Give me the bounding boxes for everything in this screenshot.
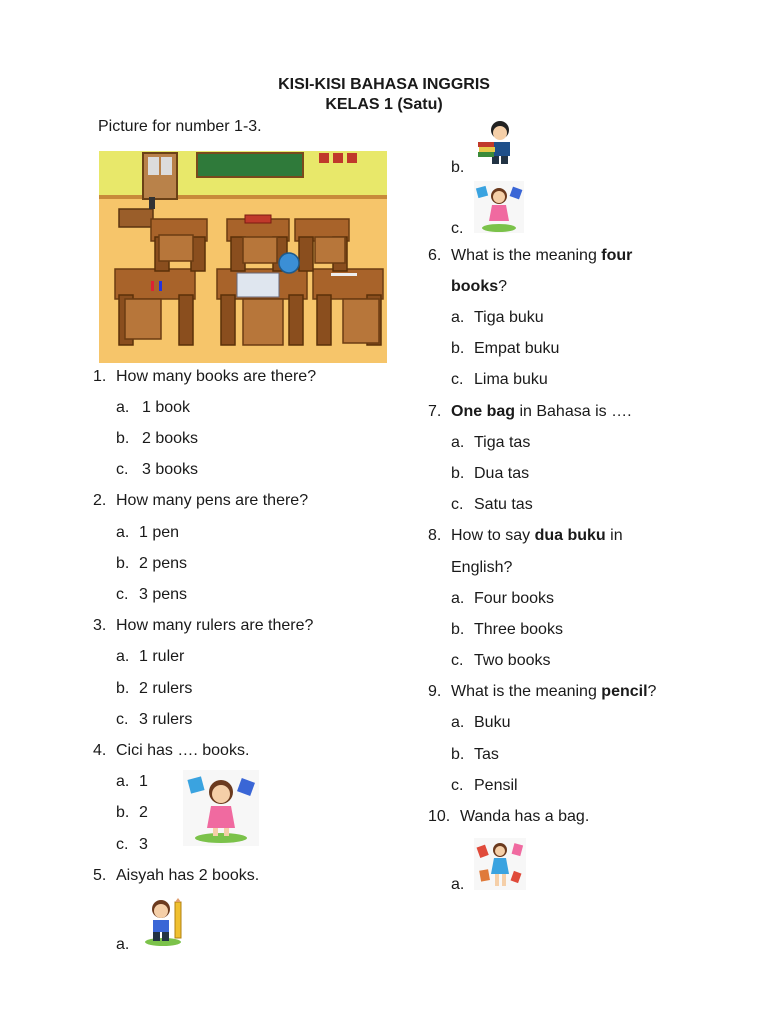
q1-b-letter: b.: [116, 430, 130, 447]
q4-text: Cici has …. books.: [116, 742, 250, 759]
q3-c-letter: c.: [116, 711, 129, 728]
q7-option-c: Satu tas: [474, 496, 533, 513]
q6-bold-four: four: [601, 247, 633, 264]
q8-text-line2: English?: [451, 559, 513, 576]
q4-option-b: 2: [139, 804, 148, 821]
q5-text: Aisyah has 2 books.: [116, 867, 260, 884]
q2-a-letter: a.: [116, 524, 130, 541]
q10-number: 10.: [428, 808, 451, 825]
boy-with-pencil-illustration: [141, 898, 191, 946]
q10-text: Wanda has a bag.: [460, 808, 590, 825]
q7-option-a: Tiga tas: [474, 434, 531, 451]
q6-option-b: Empat buku: [474, 340, 560, 357]
q5-b-letter: b.: [451, 159, 465, 176]
q3-a-letter: a.: [116, 648, 130, 665]
q8-bold: dua buku: [534, 527, 606, 544]
q6-text-line2: [451, 277, 507, 297]
q9-b-letter: b.: [451, 746, 465, 763]
q10-a-letter: a.: [451, 876, 465, 893]
q6-text: [451, 246, 632, 266]
q8-text: [451, 526, 623, 546]
q1-c-letter: c.: [116, 461, 129, 478]
q1-number: 1.: [93, 368, 107, 385]
q8-option-b: Three books: [474, 621, 563, 638]
q2-c-letter: c.: [116, 586, 129, 603]
q6-number: 6.: [428, 247, 442, 264]
q3-option-c: 3 rulers: [139, 711, 193, 728]
q7-a-letter: a.: [451, 434, 465, 451]
q2-option-b: 2 pens: [139, 555, 188, 572]
document-subtitle: KELAS 1 (Satu): [325, 96, 443, 113]
q9-c-letter: c.: [451, 777, 464, 794]
q9-a-letter: a.: [451, 714, 465, 731]
q3-number: 3.: [93, 617, 107, 634]
q7-number: 7.: [428, 403, 442, 420]
q7-option-b: Dua tas: [474, 465, 530, 482]
girl-with-bag-illustration: [474, 838, 526, 890]
q8-number: 8.: [428, 527, 442, 544]
girl-with-books-small-illustration: [474, 181, 524, 233]
q8-text-pre: How to say: [451, 527, 535, 544]
q9-text-post: ?: [647, 683, 657, 700]
q6-option-c: Lima buku: [474, 371, 548, 388]
q3-text: How many rulers are there?: [116, 617, 314, 634]
q1-option-c: 3 books: [142, 461, 199, 478]
q9-option-a: Buku: [474, 714, 511, 731]
q3-b-letter: b.: [116, 680, 130, 697]
q3-option-b: 2 rulers: [139, 680, 193, 697]
q2-option-c: 3 pens: [139, 586, 188, 603]
q1-a-letter: a.: [116, 399, 130, 416]
q6-b-letter: b.: [451, 340, 465, 357]
picture-caption: Picture for number 1-3.: [98, 118, 262, 135]
q7-text: [451, 402, 632, 422]
q4-c-letter: c.: [116, 836, 129, 853]
q2-number: 2.: [93, 492, 107, 509]
q7-text-post: in Bahasa is ….: [515, 403, 632, 420]
q2-option-a: 1 pen: [139, 524, 180, 541]
q9-text: [451, 682, 656, 702]
q5-a-letter: a.: [116, 936, 130, 953]
q9-number: 9.: [428, 683, 442, 700]
q8-option-c: Two books: [474, 652, 551, 669]
q4-b-letter: b.: [116, 804, 130, 821]
q6-c-letter: c.: [451, 371, 464, 388]
q6-a-letter: a.: [451, 309, 465, 326]
q6-bold-books: books: [451, 278, 499, 295]
q7-b-letter: b.: [451, 465, 465, 482]
q8-text-post: in: [605, 527, 623, 544]
q1-text: How many books are there?: [116, 368, 317, 385]
q2-text: How many pens are there?: [116, 492, 309, 509]
q5-number: 5.: [93, 867, 107, 884]
q4-number: 4.: [93, 742, 107, 759]
q9-option-b: Tas: [474, 746, 499, 763]
q9-text-pre: What is the meaning: [451, 683, 602, 700]
q6-text-pre: What is the meaning: [451, 247, 602, 264]
q1-option-b: 2 books: [142, 430, 199, 447]
q9-bold: pencil: [601, 683, 648, 700]
q8-a-letter: a.: [451, 590, 465, 607]
q6-option-a: Tiga buku: [474, 309, 544, 326]
q3-option-a: 1 ruler: [139, 648, 185, 665]
classroom-illustration: [99, 151, 387, 363]
q9-option-c: Pensil: [474, 777, 518, 794]
q8-b-letter: b.: [451, 621, 465, 638]
girl-with-books-illustration: [183, 770, 259, 846]
q4-a-letter: a.: [116, 773, 130, 790]
document-title: KISI-KISI BAHASA INGGRIS: [278, 76, 490, 93]
q6-text-post: ?: [498, 278, 508, 295]
q4-option-a: 1: [139, 773, 148, 790]
q5-c-letter: c.: [451, 220, 464, 237]
q4-option-c: 3: [139, 836, 148, 853]
q8-c-letter: c.: [451, 652, 464, 669]
q7-c-letter: c.: [451, 496, 464, 513]
q2-b-letter: b.: [116, 555, 130, 572]
q7-bold: One bag: [451, 403, 516, 420]
boy-with-books-illustration: [476, 120, 514, 166]
q8-option-a: Four books: [474, 590, 555, 607]
q1-option-a: 1 book: [142, 399, 191, 416]
